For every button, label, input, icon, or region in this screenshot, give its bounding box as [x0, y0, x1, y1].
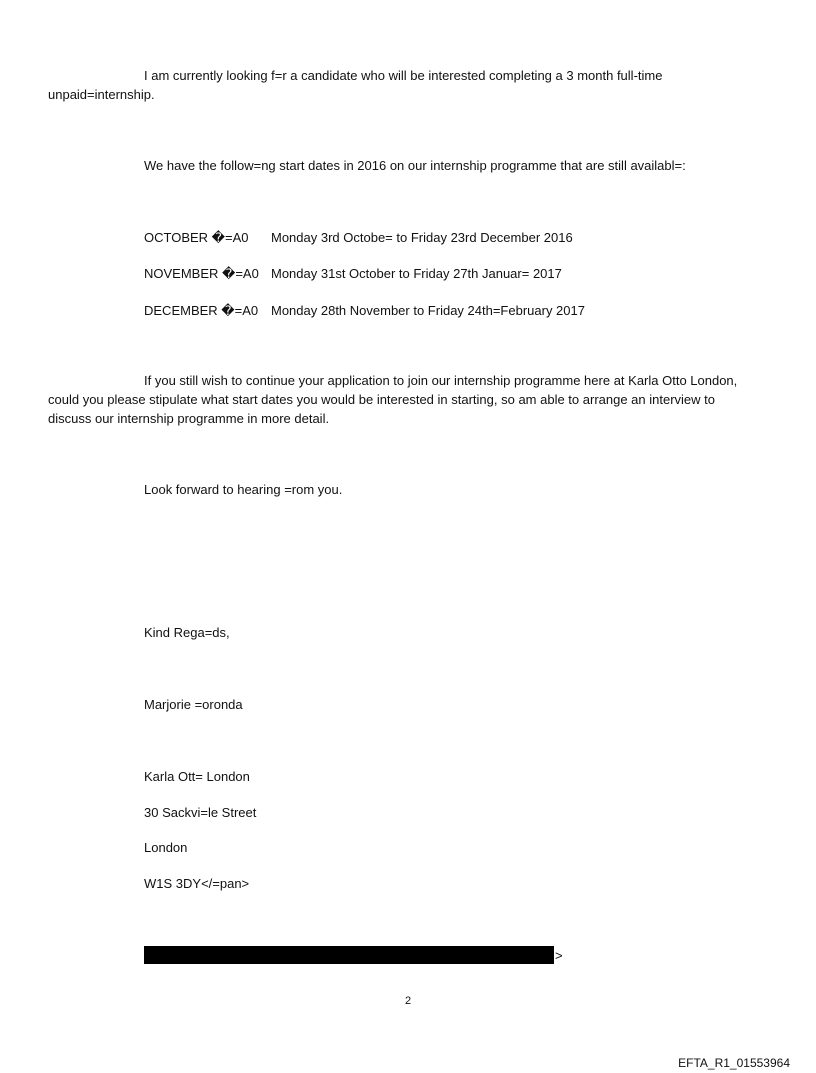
intro-paragraph: I am currently looking f=r a candidate who will be interested completing a 3 month full-time unpaid=internship. [48, 68, 663, 102]
closing-line: Look forward to hearing =rom you. [144, 482, 343, 497]
company-name: Karla Ott= London [144, 769, 250, 784]
date-label-october: OCTOBER �=A0 [144, 230, 249, 245]
sign-off: Kind Rega=ds, [144, 625, 230, 640]
dates-intro: We have the follow=ng start dates in 2016 on our internship programme that are still availabl=: [144, 158, 686, 173]
date-label-december: DECEMBER �=A0 [144, 303, 259, 318]
sender-name: Marjorie =oronda [144, 697, 243, 712]
city: London [144, 840, 188, 855]
date-range-november: Monday 31st October to Friday 27th Januar= 2017 [271, 266, 562, 281]
postcode: W1S 3DY</=pan> [144, 876, 250, 891]
redaction-bar [144, 946, 554, 964]
redaction-trailing-text: > [555, 948, 563, 963]
street-address: 30 Sackvi=le Street [144, 805, 257, 820]
bates-id: EFTA_R1_01553964 [678, 1056, 790, 1070]
application-paragraph: If you still wish to continue your application to join our internship programme here at Karla Otto London, could you please stipulate what start dates you would be interested in starting, so am able to arrange an interview to discuss our internship programme in more detail. [48, 373, 738, 426]
date-range-december: Monday 28th November to Friday 24th=February 2017 [271, 303, 585, 318]
date-range-october: Monday 3rd Octobe= to Friday 23rd December 2016 [271, 230, 573, 245]
date-label-november: NOVEMBER �=A0 [144, 266, 259, 281]
page-number: 2 [404, 995, 412, 1007]
